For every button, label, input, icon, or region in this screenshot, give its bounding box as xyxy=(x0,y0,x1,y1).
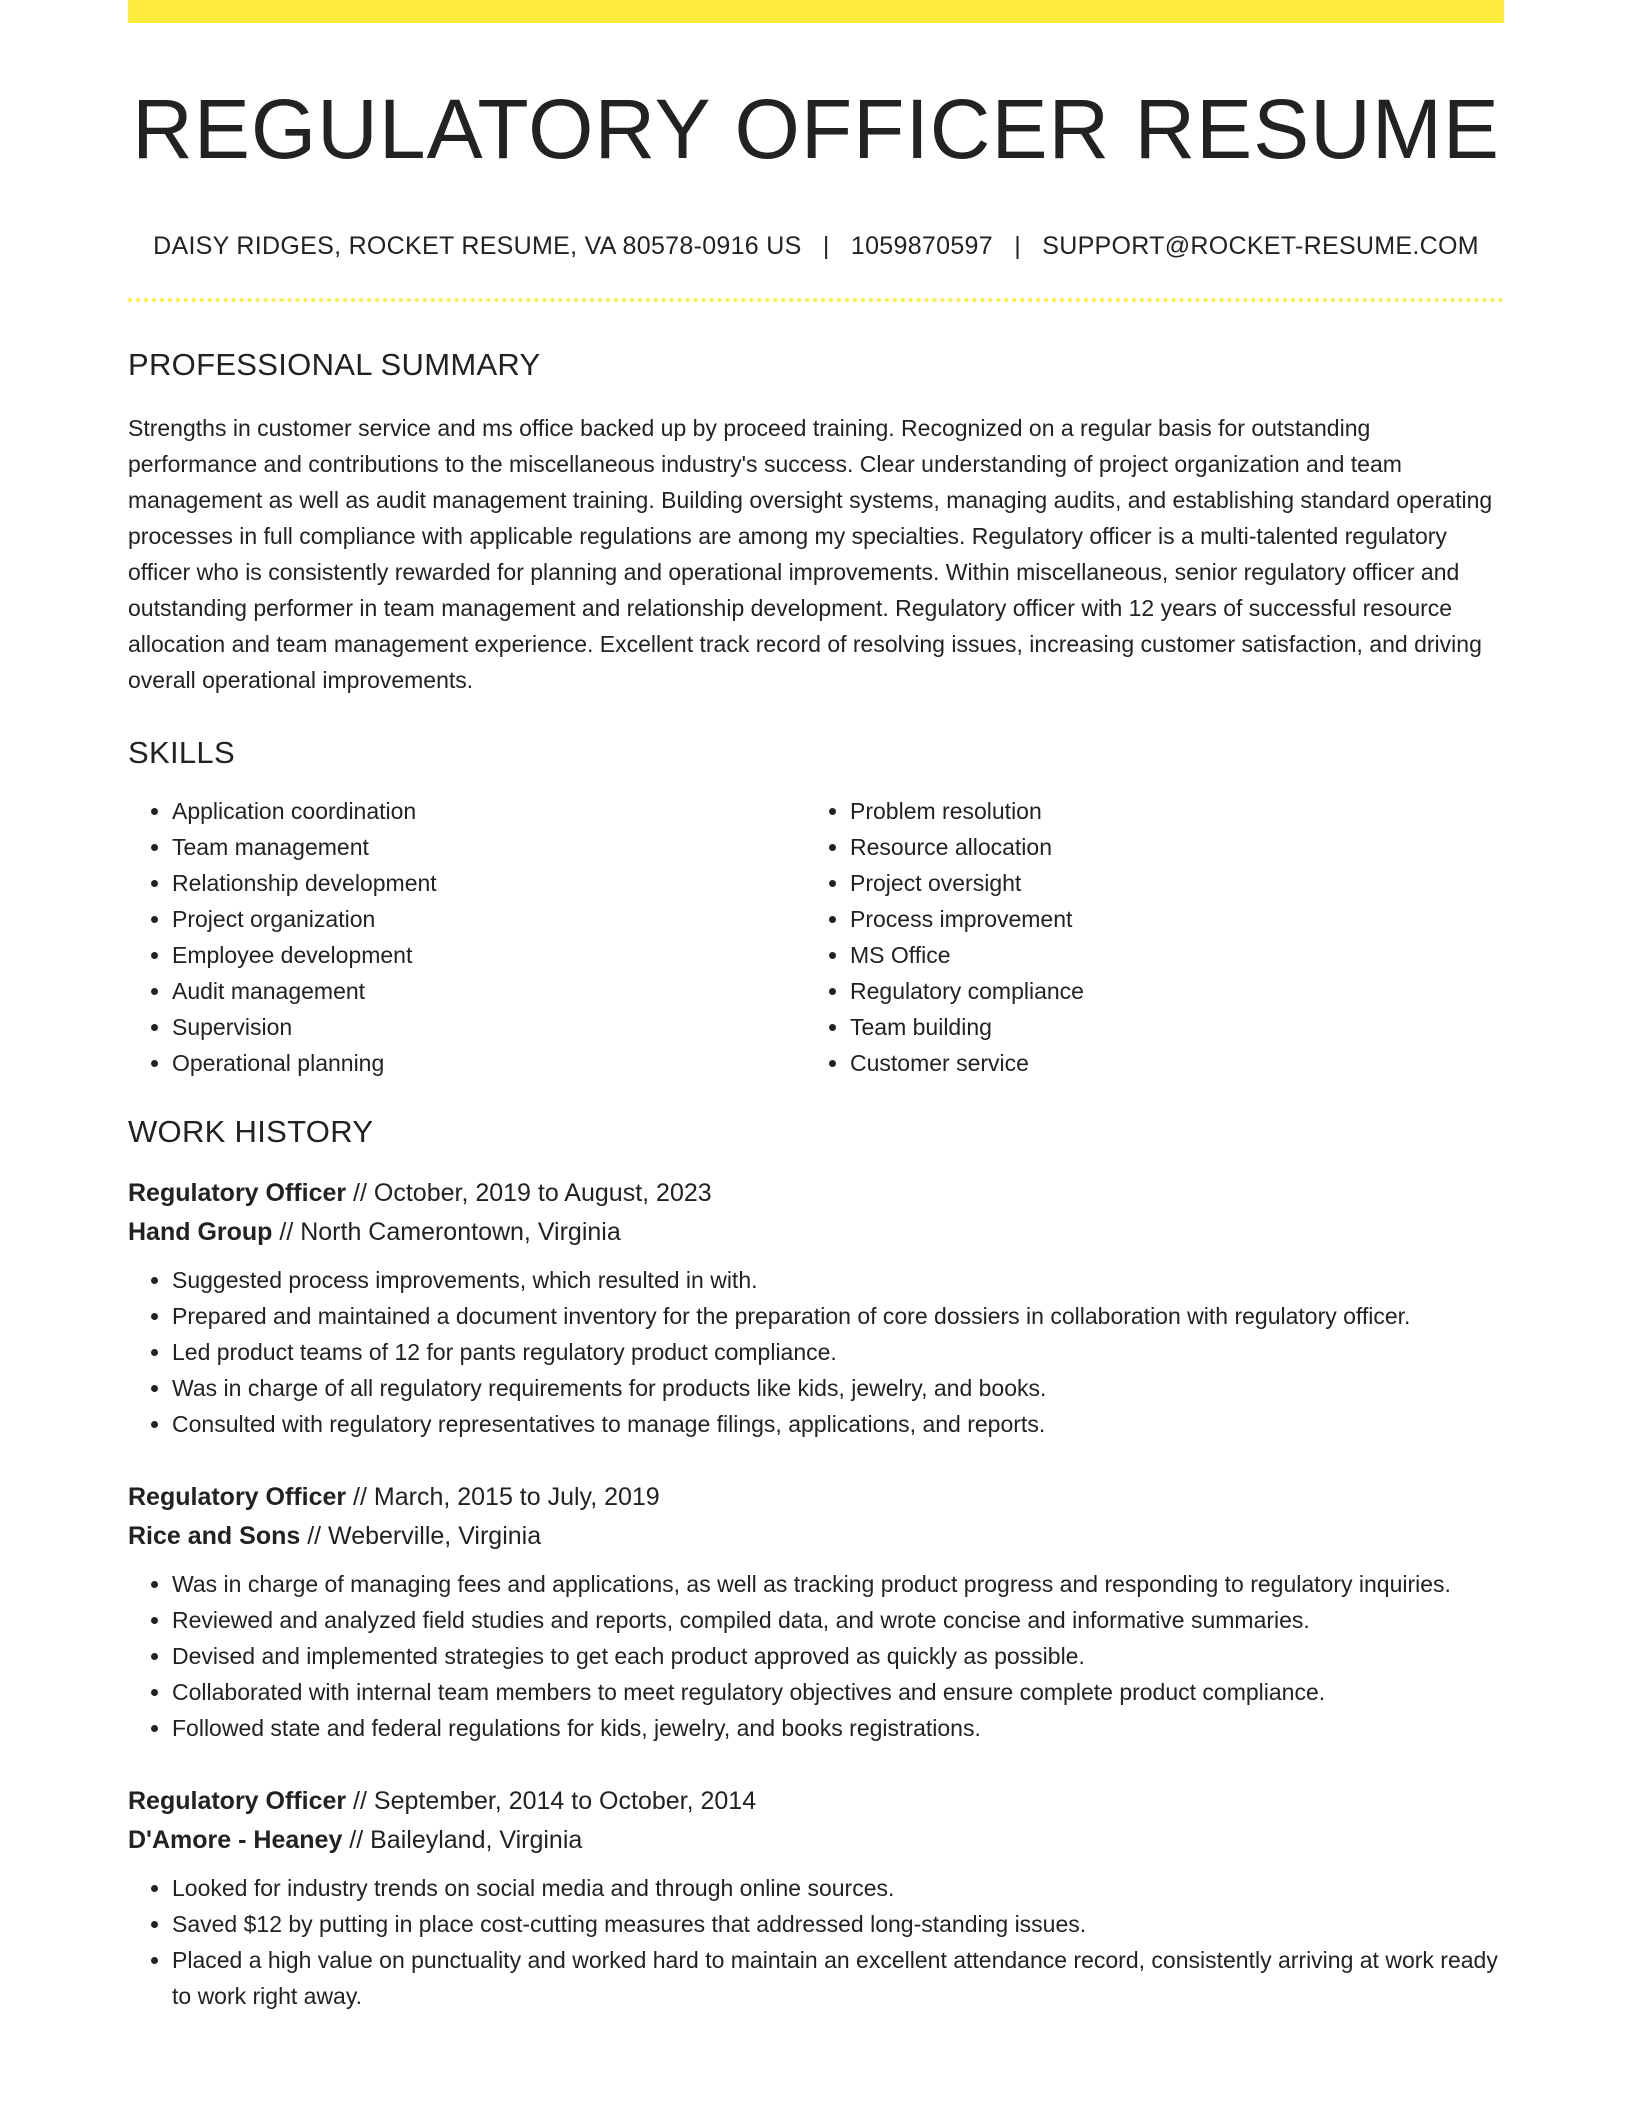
job-entry xyxy=(128,1174,1504,1442)
job-location: // Weberville, Virginia xyxy=(300,1521,542,1550)
skill-item: • Team management xyxy=(172,829,806,865)
job-bullet: • Led product teams of 12 for pants regulatory product compliance. xyxy=(172,1334,1504,1370)
job-bullet: • Was in charge of all regulatory requirements for products like kids, jewelry, and books. xyxy=(172,1370,1504,1406)
job-bullet: • Followed state and federal regulations for kids, jewelry, and books registrations. xyxy=(172,1710,1504,1746)
job-bullet: • Collaborated with internal team members to meet regulatory objectives and ensure complete product compliance. xyxy=(172,1674,1504,1710)
skill-item: • Project organization xyxy=(172,901,806,937)
job-dates: // October, 2019 to August, 2023 xyxy=(346,1178,712,1207)
job-entry xyxy=(128,1478,1504,1746)
job-title: Regulatory Officer xyxy=(128,1178,347,1207)
summary-text: Strengths in customer service and ms office backed up by proceed training. Recognized on a regular basis for outstanding performance and contributions to the miscellaneous industry's success. Clear understanding of project organization and team management as well as audit management training. Building oversight systems, managing audits, and establishing standard operating processes in full compliance with applicable regulations are among my specialties. Regulatory officer is a multi-talented regulatory officer who is consistently rewarded for planning and operational improvements. Within miscellaneous, senior regulatory officer and outstanding performer in team management and relationship development. Regulatory officer with 12 years of successful resource allocation and team management experience. Excellent track record of resolving issues, increasing customer satisfaction, and driving overall operational improvements. xyxy=(128,414,1493,693)
contact-line xyxy=(128,231,1504,261)
skill-item: • Team building xyxy=(850,1009,1484,1045)
job-bullets xyxy=(128,1566,1504,1746)
skill-item: • Process improvement xyxy=(850,901,1484,937)
contact-separator: | xyxy=(1014,232,1021,261)
job-entry xyxy=(128,1782,1504,2014)
summary-heading: PROFESSIONAL SUMMARY xyxy=(128,347,541,383)
job-bullet: • Prepared and maintained a document inventory for the preparation of core dossiers in collaboration with regulatory officer. xyxy=(172,1298,1504,1334)
job-company: D'Amore - Heaney xyxy=(128,1825,343,1854)
job-bullet: • Was in charge of managing fees and applications, as well as tracking product progress and responding to regulatory inquiries. xyxy=(172,1566,1504,1602)
work-history-heading: WORK HISTORY xyxy=(128,1113,374,1149)
skill-item: • MS Office xyxy=(850,937,1484,973)
job-location: // Baileyland, Virginia xyxy=(342,1825,583,1854)
job-bullet: • Looked for industry trends on social media and through online sources. xyxy=(172,1870,1504,1906)
skills-list-left xyxy=(128,793,806,1081)
resume-title: REGULATORY OFFICER RESUME xyxy=(132,82,1500,176)
skill-item: • Application coordination xyxy=(172,793,806,829)
job-company-line xyxy=(128,1213,1504,1252)
job-bullet: • Consulted with regulatory representatives to manage filings, applications, and reports. xyxy=(172,1406,1504,1442)
job-bullets xyxy=(128,1870,1504,2014)
skill-item: • Problem resolution xyxy=(850,793,1484,829)
contact-email: SUPPORT@ROCKET-RESUME.COM xyxy=(1042,232,1479,261)
skills-grid xyxy=(128,793,1504,1081)
skill-item: • Project oversight xyxy=(850,865,1484,901)
contact-phone: 1059870597 xyxy=(850,232,993,261)
skill-item: • Customer service xyxy=(850,1045,1484,1081)
skills-list-right xyxy=(806,793,1484,1081)
top-accent-bar xyxy=(128,0,1504,23)
job-company: Hand Group xyxy=(128,1217,273,1246)
job-bullet: • Saved $12 by putting in place cost-cutting measures that addressed long-standing issues. xyxy=(172,1906,1504,1942)
job-location: // North Camerontown, Virginia xyxy=(272,1217,621,1246)
job-title: Regulatory Officer xyxy=(128,1786,347,1815)
job-title-line xyxy=(128,1478,1504,1517)
dotted-divider xyxy=(128,298,1504,302)
job-bullets xyxy=(128,1262,1504,1442)
job-dates: // March, 2015 to July, 2019 xyxy=(346,1482,660,1511)
job-title-line xyxy=(128,1174,1504,1213)
skill-item: • Relationship development xyxy=(172,865,806,901)
job-company-line xyxy=(128,1517,1504,1556)
resume-page xyxy=(128,0,1504,2014)
contact-address: DAISY RIDGES, ROCKET RESUME, VA 80578-0916 US xyxy=(153,232,802,261)
skill-item: • Supervision xyxy=(172,1009,806,1045)
skill-item: • Resource allocation xyxy=(850,829,1484,865)
job-company-line xyxy=(128,1821,1504,1860)
job-bullet: • Devised and implemented strategies to get each product approved as quickly as possible. xyxy=(172,1638,1504,1674)
job-bullet: • Reviewed and analyzed field studies and reports, compiled data, and wrote concise and informative summaries. xyxy=(172,1602,1504,1638)
skill-item: • Employee development xyxy=(172,937,806,973)
skills-heading: SKILLS xyxy=(128,734,235,770)
contact-separator: | xyxy=(822,232,830,261)
skill-item: • Audit management xyxy=(172,973,806,1009)
job-title-line xyxy=(128,1782,1504,1821)
job-bullet: • Suggested process improvements, which resulted in with. xyxy=(172,1262,1504,1298)
job-bullet: • Placed a high value on punctuality and worked hard to maintain an excellent attendance record, consistently arriving at work ready to work right away. xyxy=(172,1942,1504,2014)
job-dates: // September, 2014 to October, 2014 xyxy=(346,1786,757,1815)
job-title: Regulatory Officer xyxy=(128,1482,347,1511)
skill-item: • Regulatory compliance xyxy=(850,973,1484,1009)
job-company: Rice and Sons xyxy=(128,1521,301,1550)
skill-item: • Operational planning xyxy=(172,1045,806,1081)
